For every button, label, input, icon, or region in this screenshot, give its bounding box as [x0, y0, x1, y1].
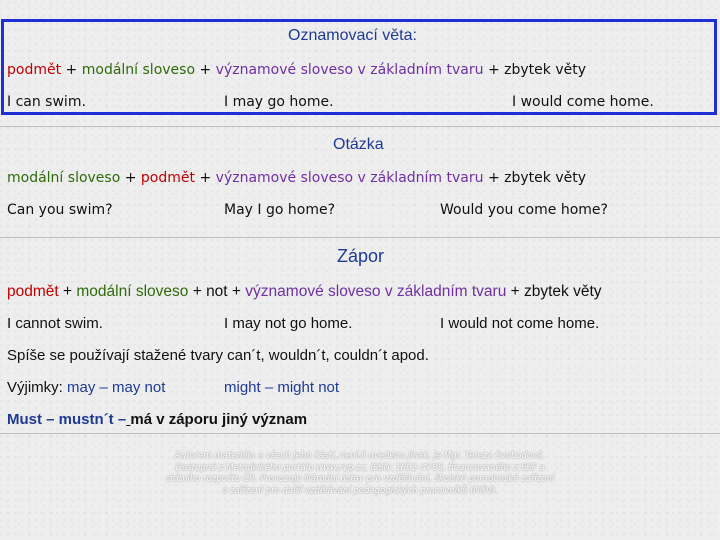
footer-line: Autorem materiálu a všech jeho částí, není-li uvedeno jinak, je Mgr. Tereza Svobodová. — [174, 451, 546, 461]
footer-credits — [160, 451, 560, 497]
formula-subject: podmět — [7, 62, 62, 78]
formula-plus: + — [188, 283, 207, 300]
negative-example-3: I would not come home. — [440, 315, 600, 332]
formula-plus: + — [506, 283, 524, 300]
formula-plus: + — [58, 283, 77, 300]
must-note — [7, 411, 307, 428]
formula-main-verb: významové sloveso v základním tvaru — [215, 62, 484, 78]
exceptions-line — [7, 379, 165, 396]
question-example-2: May I go home? — [224, 202, 335, 218]
formula-subject: podmět — [140, 170, 196, 186]
formula-plus: + — [483, 170, 505, 186]
formula-main-verb: významové sloveso v základním tvaru — [215, 170, 484, 186]
footer-line: Dostupné z Metodického portálu www.rvp.cz, ISSN: 1802–4785, financovaného z ESF a — [175, 462, 545, 473]
formula-plus: + — [120, 170, 141, 186]
formula-plus: + — [195, 170, 216, 186]
exceptions-label: Výjimky: — [7, 379, 67, 396]
separator-line — [0, 433, 720, 434]
negative-example-1: I cannot swim. — [7, 315, 103, 332]
formula-modal: modální sloveso — [7, 170, 121, 186]
contractions-note: Spíše se používají stažené tvary can´t, wouldn´t, couldn´t apod. — [7, 347, 429, 364]
question-title: Otázka — [333, 136, 384, 153]
formula-subject: podmět — [7, 283, 59, 300]
formula-not: not — [206, 283, 228, 300]
question-formula — [7, 170, 586, 186]
formula-plus: + — [61, 62, 82, 78]
exception-may: may – may not — [67, 379, 166, 396]
formula-modal: modální sloveso — [81, 62, 196, 78]
statement-formula — [7, 62, 586, 78]
statement-example-1: I can swim. — [7, 94, 86, 110]
formula-main-verb: významové sloveso v základním tvaru — [245, 283, 507, 300]
separator-line — [0, 126, 720, 127]
exception-might: might – might not — [224, 379, 340, 396]
negative-formula — [7, 283, 602, 301]
formula-plus: + — [483, 62, 505, 78]
must-prefix: Must – mustn´t – — [7, 411, 127, 428]
formula-rest: zbytek věty — [524, 283, 602, 300]
question-example-1: Can you swim? — [7, 202, 113, 218]
statement-example-3: I would come home. — [512, 94, 654, 110]
formula-plus: + — [195, 62, 216, 78]
footer-line: a zařízení pro další vzdělávání pedagogických pracovníků (NÚV). — [222, 485, 498, 496]
formula-rest: zbytek věty — [504, 62, 586, 78]
question-example-3: Would you come home? — [440, 202, 608, 218]
formula-modal: modální sloveso — [76, 283, 189, 300]
negative-title: Zápor — [337, 246, 385, 266]
statement-example-2: I may go home. — [224, 94, 334, 110]
formula-rest: zbytek věty — [504, 170, 586, 186]
formula-plus: + — [227, 283, 246, 300]
footer-line: státního rozpočtu ČR. Provozuje Národní ústav pro vzdělávání, školské poradenské zařízení — [165, 474, 555, 484]
negative-example-2: I may not go home. — [224, 315, 353, 332]
statement-title: Oznamovací věta: — [288, 27, 417, 44]
separator-line — [0, 237, 720, 238]
must-suffix: má v záporu jiný význam — [130, 411, 308, 428]
